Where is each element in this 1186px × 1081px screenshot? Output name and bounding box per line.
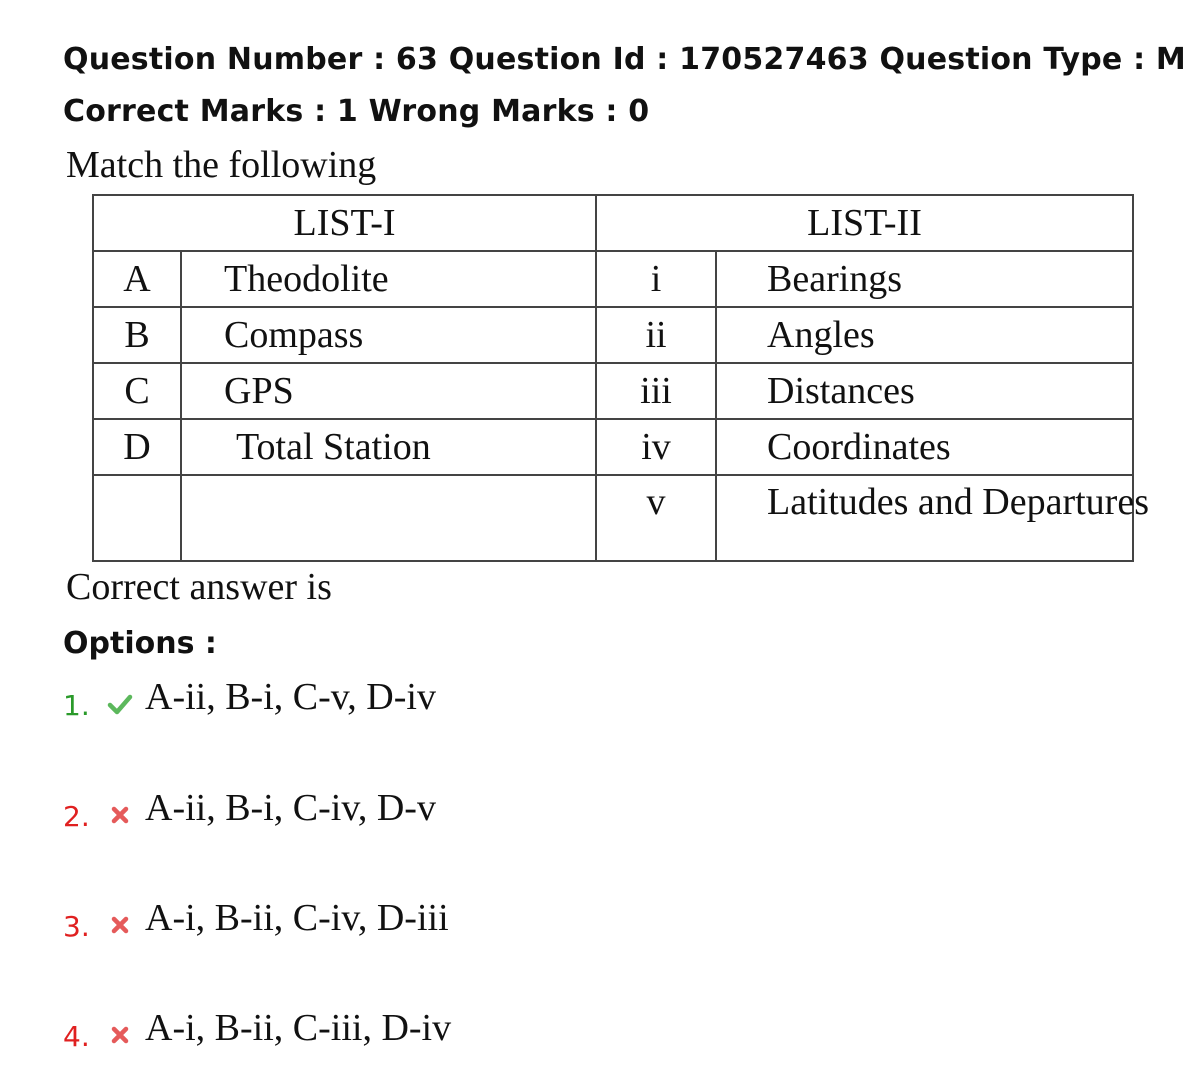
list1-item: GPS	[181, 363, 596, 419]
table-row	[93, 475, 1133, 561]
option-text: A-i, B-ii, C-iii, D-iv	[145, 1007, 452, 1049]
option-text: A-ii, B-i, C-iv, D-v	[145, 787, 436, 829]
list1-letter: A	[93, 251, 181, 307]
list2-numeral: ii	[596, 307, 716, 363]
list2-numeral: iii	[596, 363, 716, 419]
list2-item: Angles	[716, 307, 1133, 363]
option-text: A-ii, B-i, C-v, D-iv	[145, 676, 436, 718]
list1-item: Total Station	[181, 419, 596, 475]
list1-letter	[93, 475, 181, 561]
list2-numeral: i	[596, 251, 716, 307]
option-number: 3.	[63, 910, 90, 943]
list1-letter: D	[93, 419, 181, 475]
match-table	[92, 194, 1149, 562]
list2-numeral: v	[596, 475, 716, 561]
options-label: Options :	[63, 626, 217, 661]
list2-header: LIST-II	[596, 195, 1133, 251]
table-row	[93, 251, 1133, 307]
cross-icon	[107, 912, 133, 938]
option-number: 4.	[63, 1020, 90, 1053]
list2-numeral: iv	[596, 419, 716, 475]
question-meta-line: Question Number : 63 Question Id : 170527463 Question Type : M	[63, 42, 1186, 77]
question-instruction: Match the following	[66, 144, 377, 186]
list1-letter: B	[93, 307, 181, 363]
marks-line: Correct Marks : 1 Wrong Marks : 0	[63, 94, 650, 129]
list1-item: Compass	[181, 307, 596, 363]
list1-header: LIST-I	[93, 195, 596, 251]
cross-icon	[107, 1022, 133, 1048]
table-header-row	[93, 195, 1133, 251]
list2-item: Coordinates	[716, 419, 1133, 475]
table-row	[93, 307, 1133, 363]
list2-item: Bearings	[716, 251, 1133, 307]
list2-item: Latitudes and Departures	[716, 475, 1133, 561]
option-number: 1.	[63, 689, 90, 722]
answer-prompt: Correct answer is	[66, 566, 332, 608]
option-text: A-i, B-ii, C-iv, D-iii	[145, 897, 449, 939]
list2-item: Distances	[716, 363, 1133, 419]
list1-item	[181, 475, 596, 561]
table-row	[93, 363, 1133, 419]
list1-letter: C	[93, 363, 181, 419]
cross-icon	[107, 802, 133, 828]
list1-item: Theodolite	[181, 251, 596, 307]
option-number: 2.	[63, 800, 90, 833]
table-row	[93, 419, 1133, 475]
check-icon	[107, 691, 133, 717]
